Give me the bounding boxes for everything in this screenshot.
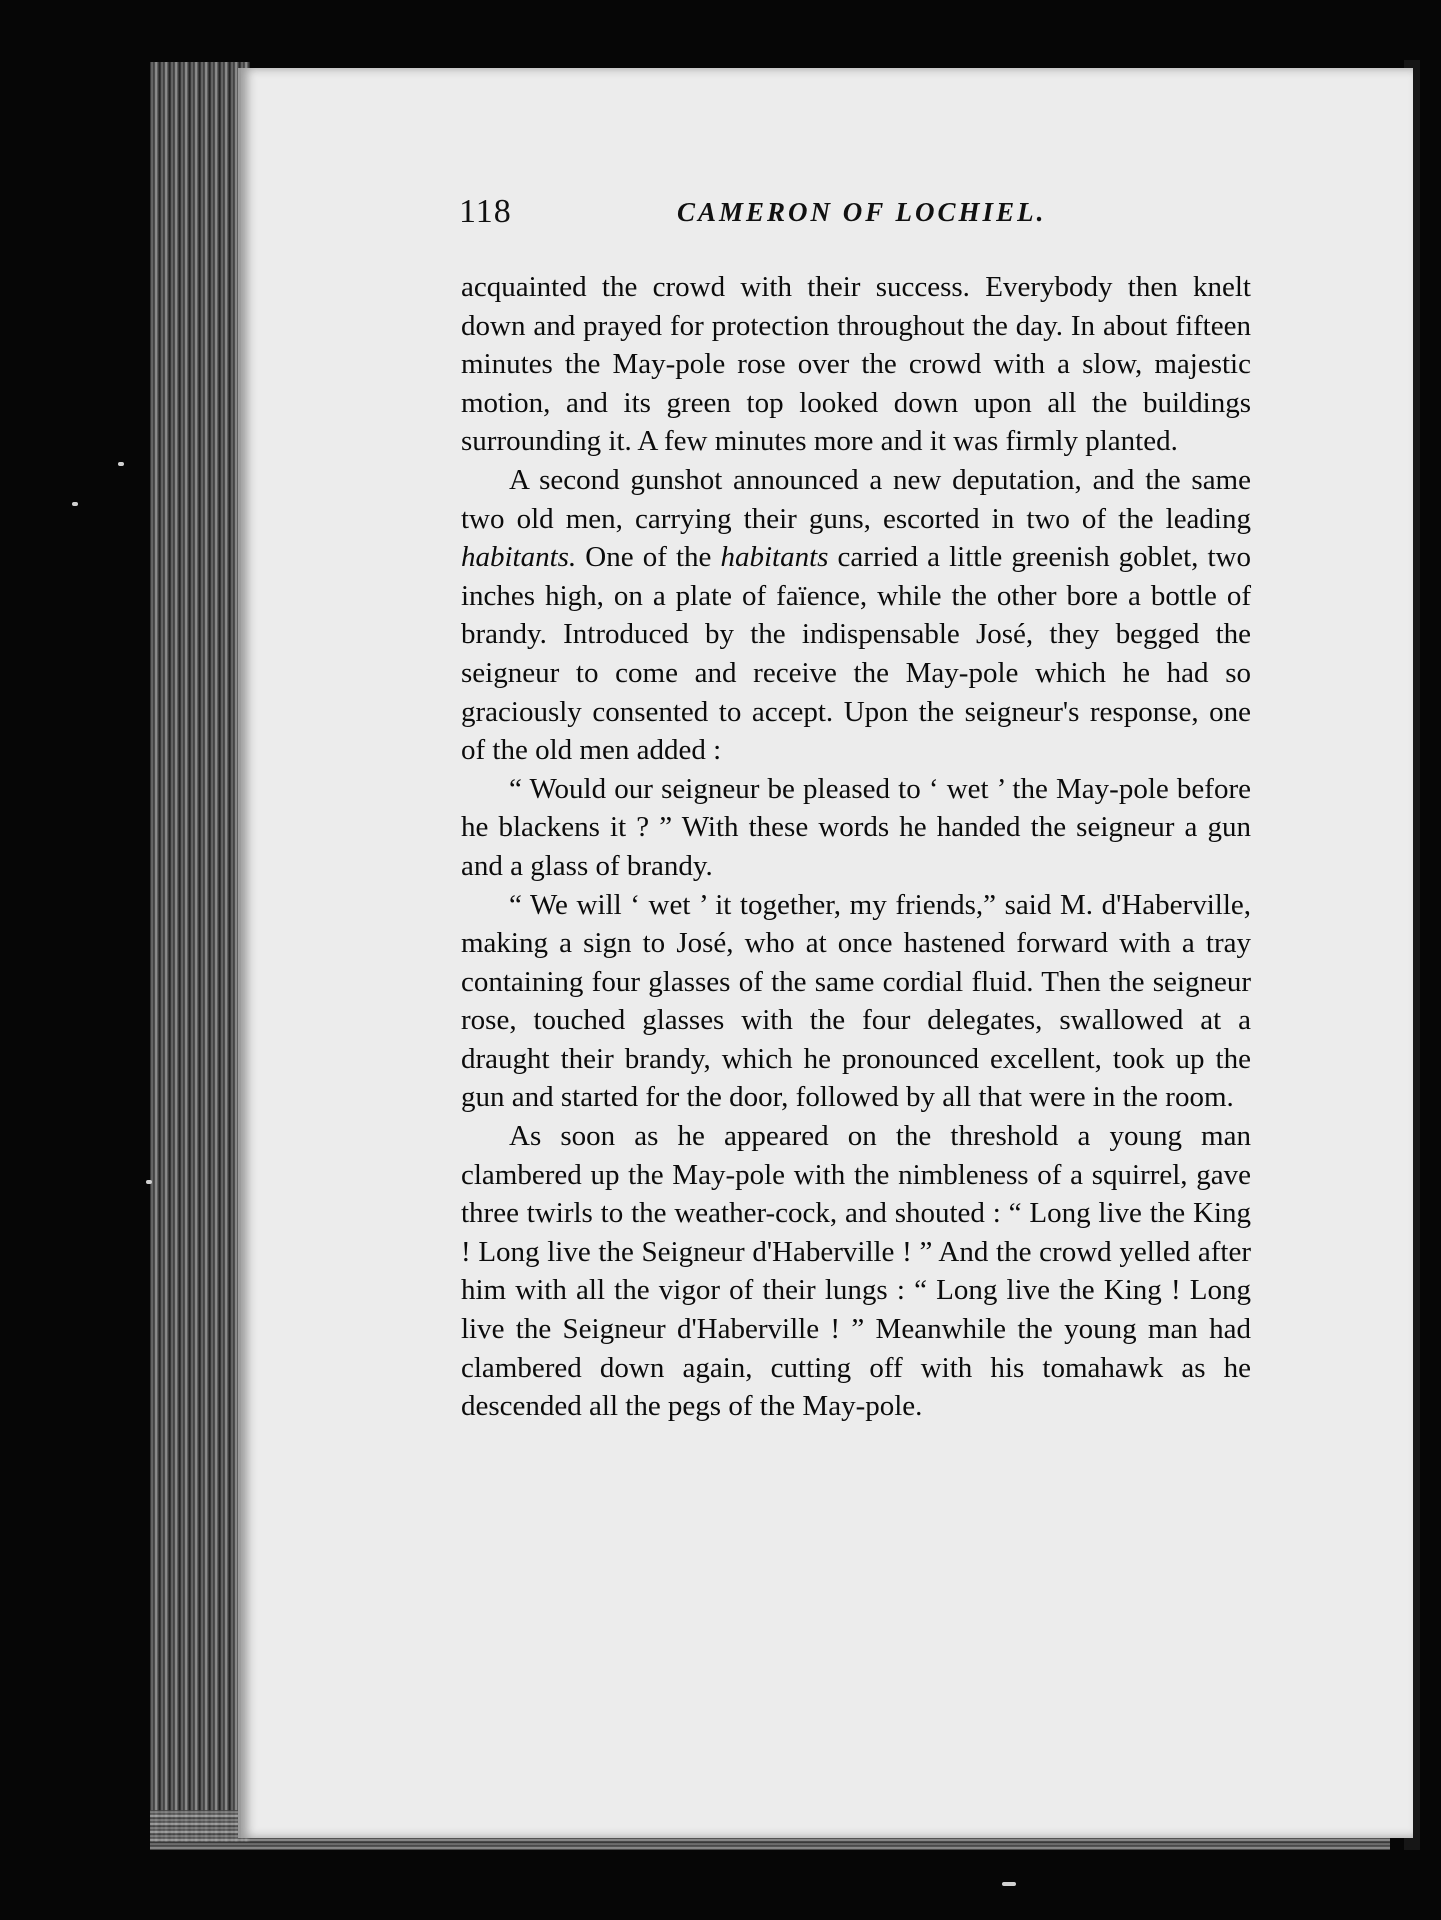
paragraph-3: “ Would our seigneur be pleased to ‘ wet ’ the May-pole before he blackens it ? ” With these words he handed the seigneur a gun and a glass of brandy. [461, 772, 1251, 882]
paragraph-2 [461, 461, 1251, 770]
page-number: 118 [459, 193, 512, 230]
page-edges-left [150, 62, 250, 1842]
scan-speck [1002, 1882, 1016, 1886]
body-text [461, 268, 1251, 1426]
page-header [459, 193, 1159, 253]
book-page [238, 68, 1413, 1838]
scan-speck [146, 1180, 152, 1184]
paragraph-4: “ We will ‘ wet ’ it together, my friends,” said M. d'Haberville, making a sign to José, who at once hastened forward with a tray containing four glasses of the same cordial fluid. Then the seigneur rose, touched glasses with the four delegates, swallowed at a draught their brandy, which he pronounced excellent, took up the gun and started for the door, followed by all that were in the room. [461, 888, 1251, 1114]
paragraph-2-italic-2: habitants [720, 541, 829, 574]
scan-speck [72, 502, 78, 506]
paragraph-5: As soon as he appeared on the threshold a young man clambered up the May-pole with the nimbleness of a squirrel, gave three twirls to the weather-cock, and shouted : “ Long live the King ! Long live the Seigneur d'Haberville ! ” And the crowd yelled after him with all the vigor of their lungs : “ Long live the King ! Long live the Seigneur d'Haberville ! ” Meanwhile the young man had clambered down again, cutting off with his tomahawk as he descended all the pegs of the May-pole. [461, 1120, 1251, 1423]
paragraph-2-part-3: carried a little greenish goblet, two inches high, on a plate of faïence, while the other bore a bottle of brandy. Introduced by the indispensable José, they begged the seigneur to come and receive the May-pole which he had so graciously consented to accept. Upon the seigneur's response, one of the old men added : [461, 541, 1251, 767]
paragraph-2-part-2: One of the [576, 541, 721, 574]
scan-speck [118, 462, 124, 466]
paragraph-2-italic-1: habitants. [461, 541, 577, 574]
running-head: CAMERON OF LOCHIEL. [677, 197, 1047, 227]
paragraph-1: acquainted the crowd with their success. Everybody then knelt down and prayed for protection throughout the day. In about fifteen minutes the May-pole rose over the crowd with a slow, majestic motion, and its green top looked down upon all the buildings surrounding it. A few minutes more and it was firmly planted. [461, 271, 1251, 458]
paragraph-2-part-1: A second gunshot announced a new deputation, and the same two old men, carrying their guns, escorted in two of the leading [461, 463, 1251, 535]
